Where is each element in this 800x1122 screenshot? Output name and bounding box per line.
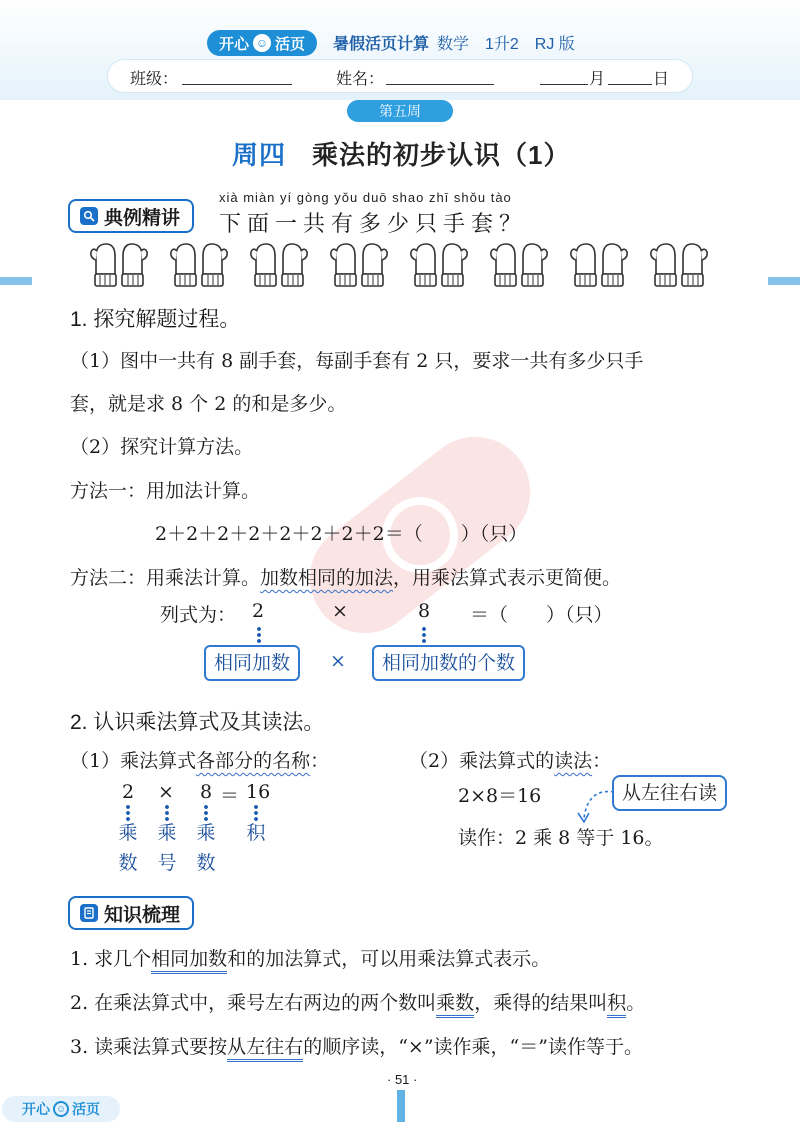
- mitten-pair-icon: [568, 240, 630, 290]
- method1-expression: 2＋2＋2＋2＋2＋2＋2＋2＝（ ）（只）: [155, 523, 528, 545]
- item2-prefix: 2. 在乘法算式中，乘号左右两边的两个数叫: [70, 992, 437, 1014]
- item2-emphasis-2: 积: [607, 992, 626, 1018]
- dotted-connector: [422, 626, 426, 644]
- class-field[interactable]: [182, 84, 292, 85]
- knowledge-pill-label: 知识梳理: [104, 904, 181, 926]
- brand-right: 活页: [275, 35, 306, 53]
- title-topic: 乘法的初步认识（1）: [312, 140, 571, 170]
- smile-icon: ☺: [53, 1101, 69, 1117]
- mittens-row: [88, 240, 710, 290]
- dotted-connector: [257, 626, 261, 644]
- footer-bar: [397, 1090, 405, 1122]
- footer-logo-left: 开心: [22, 1101, 50, 1117]
- month-field[interactable]: [540, 84, 588, 85]
- name-field[interactable]: [386, 84, 494, 85]
- read-suffix: ：: [592, 750, 612, 772]
- formula-addend: 2: [252, 600, 265, 622]
- name-label: 姓名：: [336, 71, 385, 88]
- part2-heading: 2. 认识乘法算式及其读法。: [70, 711, 325, 734]
- read-expression: 2×8＝16: [458, 785, 542, 807]
- formula-times: ×: [332, 600, 348, 622]
- name-factor-a: 乘数: [118, 822, 138, 874]
- page-title: [232, 135, 570, 172]
- read-direction-tag: 从左往右读: [612, 775, 727, 811]
- mitten-pair-icon: [168, 240, 230, 290]
- student-info-bar: [108, 60, 692, 92]
- item1-suffix: 和的加法算式，可以用乘法算式表示。: [227, 948, 551, 970]
- expr-times: ×: [158, 781, 174, 803]
- book-title: 暑假活页计算: [333, 36, 430, 53]
- mitten-pair-icon: [248, 240, 310, 290]
- day-field[interactable]: [608, 84, 652, 85]
- part1-heading: 1. 探究解题过程。: [70, 308, 241, 331]
- left-side-bar: [0, 277, 32, 285]
- smile-icon: ☺: [253, 34, 271, 52]
- read-emphasis: 读法: [554, 750, 593, 772]
- title-day: 周四: [232, 140, 287, 170]
- tag-times: ×: [330, 650, 346, 672]
- names-prefix: （1）乘法算式: [70, 750, 197, 772]
- mitten-pair-icon: [408, 240, 470, 290]
- item1-prefix: 1. 求几个: [70, 948, 152, 970]
- knowledge-pill: [68, 896, 194, 930]
- question-pinyin: xià miàn yí gòng yǒu duō shao zhī shǒu tào: [219, 190, 512, 205]
- names-suffix: ：: [310, 750, 330, 772]
- expr-factor-b: 8: [200, 781, 213, 803]
- item3-prefix: 3. 读乘法算式要按: [70, 1036, 228, 1058]
- example-pill-label: 典例精讲: [104, 207, 181, 229]
- item3-emphasis: 从左往右: [227, 1036, 303, 1062]
- knowledge-item-3: [70, 1032, 643, 1059]
- part2-names-line: [70, 746, 329, 773]
- read-prefix: （2）乘法算式的: [409, 750, 555, 772]
- expr-product: 16: [246, 781, 271, 803]
- question-text: 下面一共有多少只手套？: [219, 212, 528, 237]
- part1-step2: （2）探究计算方法。: [70, 436, 254, 458]
- day-label: 日: [653, 71, 670, 88]
- knowledge-item-1: [70, 944, 550, 971]
- tag-same-addend: 相同加数: [204, 645, 300, 681]
- right-side-bar: [768, 277, 800, 285]
- name-factor-b: 乘数: [196, 822, 216, 874]
- item3-suffix: 的顺序读，“×”读作乘，“＝”读作等于。: [303, 1036, 643, 1058]
- method2-prefix: 方法二：用乘法计算。: [70, 567, 261, 589]
- expr-equals: ＝: [220, 785, 240, 807]
- part1-step1-line1: （1）图中一共有 8 副手套，每副手套有 2 只，要求一共有多少只手: [70, 350, 644, 372]
- item2-middle: ，乘得的结果叫: [474, 992, 608, 1014]
- item2-suffix: 。: [626, 992, 646, 1014]
- part2-read-line: [409, 746, 611, 773]
- read-as: 读作：2 乘 8 等于 16。: [458, 827, 664, 849]
- formula-result: ＝（ ）（只）: [470, 604, 613, 626]
- item1-emphasis: 相同加数: [151, 948, 227, 974]
- month-label: 月: [589, 71, 606, 88]
- formula-label: 列式为：: [160, 604, 237, 626]
- name-times-sign: 乘号: [157, 822, 177, 874]
- book-info: 数学 1升2 RJ 版: [437, 36, 575, 53]
- expr-factor-a: 2: [122, 781, 135, 803]
- page-number: · 51 ·: [387, 1072, 418, 1087]
- part1-step1-line2: 套，就是求 8 个 2 的和是多少。: [70, 393, 347, 415]
- class-label: 班级：: [130, 71, 179, 88]
- week-tag: 第五周: [347, 100, 453, 122]
- footer-logo: [2, 1096, 120, 1122]
- mitten-pair-icon: [648, 240, 710, 290]
- footer-logo-right: 活页: [72, 1101, 100, 1117]
- formula-count: 8: [418, 600, 431, 622]
- method2-line: [70, 563, 621, 590]
- curved-arrow-icon: [560, 786, 616, 826]
- document-icon: [80, 904, 98, 922]
- item2-emphasis-1: 乘数: [436, 992, 474, 1018]
- name-product: 积: [246, 822, 266, 844]
- brand-left: 开心: [218, 35, 249, 53]
- method2-emphasis: 加数相同的加法: [260, 567, 394, 589]
- brand-logo: [207, 30, 317, 56]
- method1-label: 方法一：用加法计算。: [70, 480, 261, 502]
- example-pill: [68, 199, 194, 233]
- names-emphasis: 各部分的名称: [196, 750, 311, 772]
- tag-addend-count: 相同加数的个数: [372, 645, 525, 681]
- method2-suffix: ，用乘法算式表示更简便。: [393, 567, 622, 589]
- mitten-pair-icon: [488, 240, 550, 290]
- knowledge-item-2: [70, 988, 645, 1015]
- mitten-pair-icon: [88, 240, 150, 290]
- mitten-pair-icon: [328, 240, 390, 290]
- magnifier-icon: [80, 207, 98, 225]
